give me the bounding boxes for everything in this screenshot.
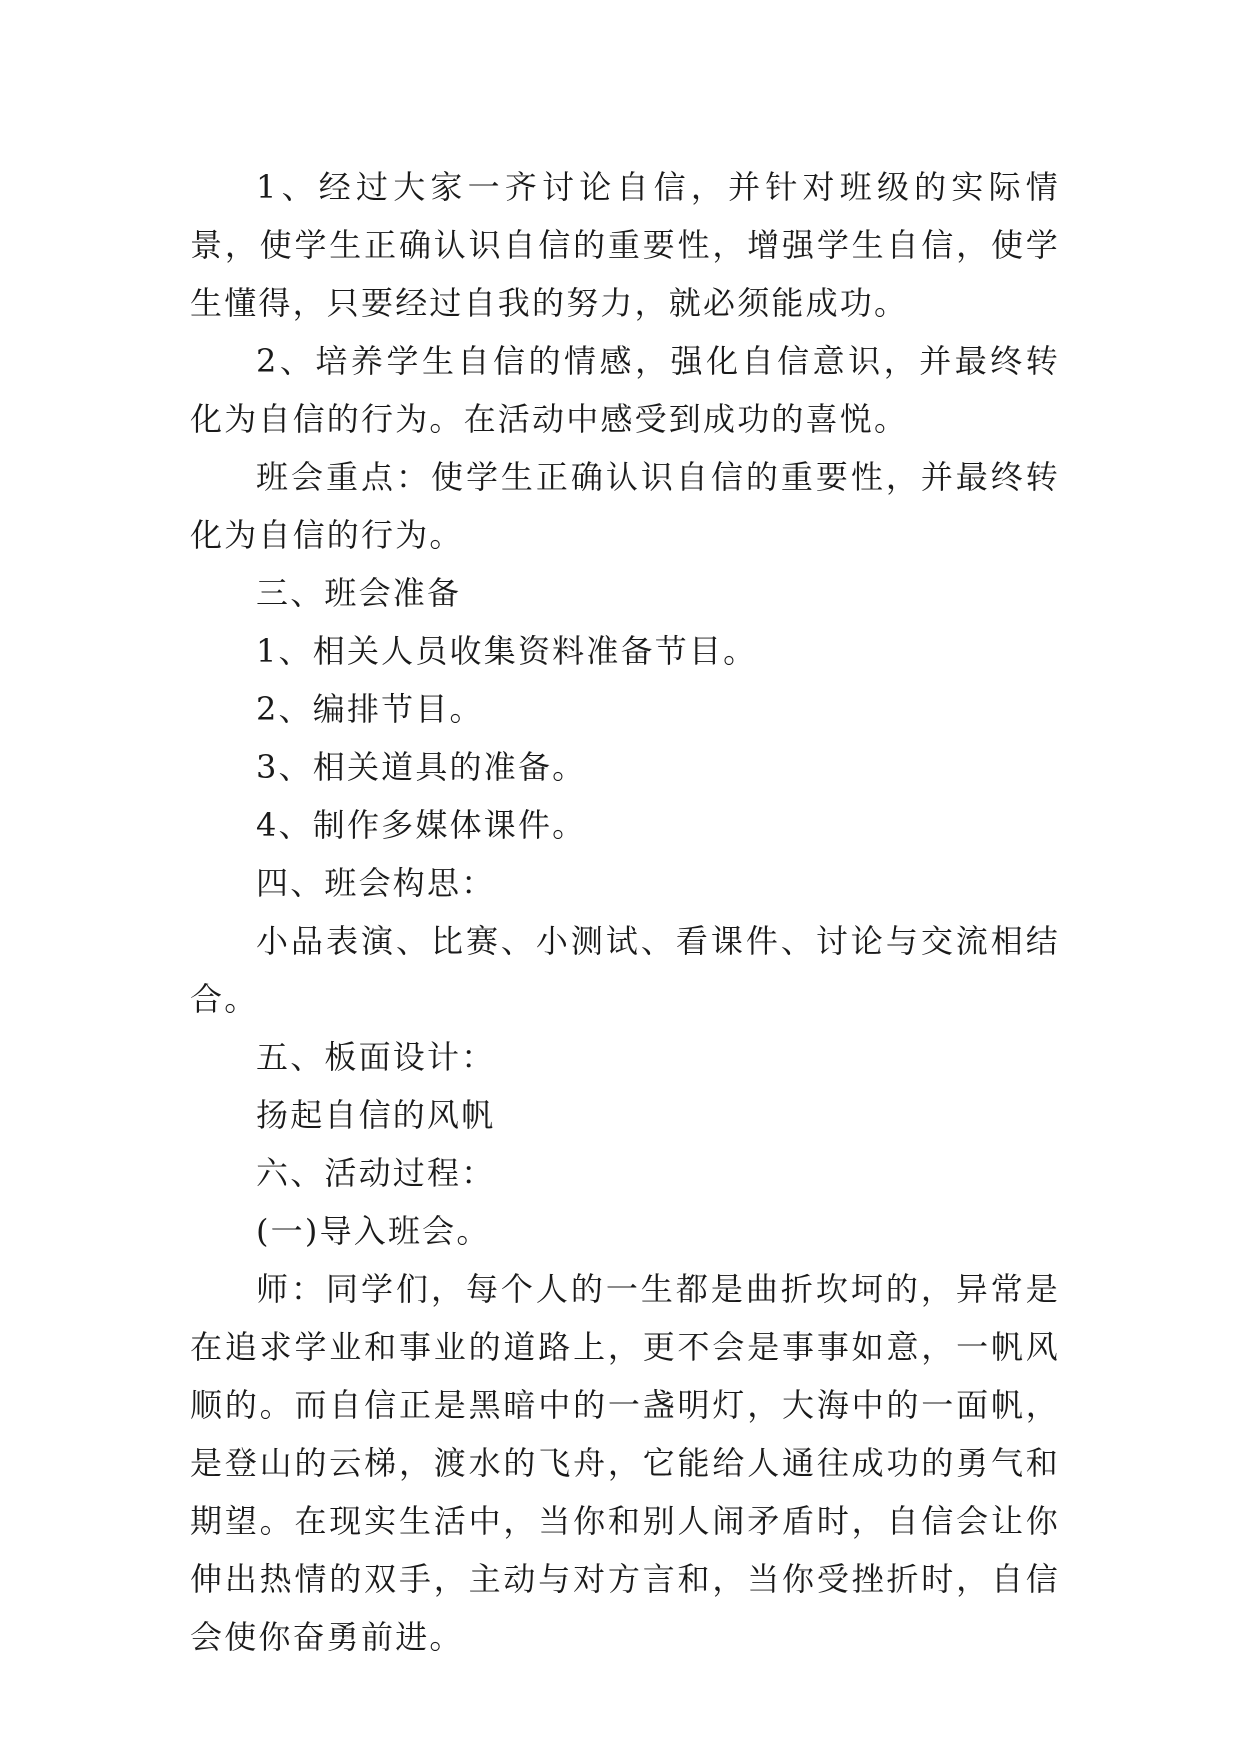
subheading-introduction: (一)导入班会。 [256,1212,491,1250]
list-item-prep-2: 2、编排节目。 [256,690,484,728]
heading-preparation: 三、班会准备 [256,574,462,612]
list-item-prep-1: 1、相关人员收集资料准备节目。 [256,632,758,670]
paragraph-teacher-speech: 师：同学们，每个人的一生都是曲折坎坷的，异常是在追求学业和事业的道路上，更不会是事事如意，一帆风顺的。而自信正是黑暗中的一盏明灯，大海中的一面帆，是登山的云梯，渡水的飞舟，它能给人通往成功的勇气和期望。在现实生活中，当你和别人闹矛盾时，自信会让你伸出热情的双手，主动与对方言和，当你受挫折时，自信会使你奋勇前进。 [190,1270,1060,1656]
heading-concept: 四、班会构思： [256,864,496,902]
paragraph-goal-1: 1、经过大家一齐讨论自信，并针对班级的实际情景，使学生正确认识自信的重要性，增强学生自信，使学生懂得，只要经过自我的努力，就必须能成功。 [190,168,1060,322]
heading-board-design: 五、板面设计： [256,1038,496,1076]
document-body [190,158,1060,1666]
list-item-prep-3: 3、相关道具的准备。 [256,748,587,786]
list-item-prep-4: 4、制作多媒体课件。 [256,806,587,844]
paragraph-board-design: 扬起自信的风帆 [256,1096,496,1134]
paragraph-concept: 小品表演、比赛、小测试、看课件、讨论与交流相结合。 [190,922,1060,1018]
paragraph-goal-2: 2、培养学生自信的情感，强化自信意识，并最终转化为自信的行为。在活动中感受到成功的喜悦。 [190,342,1060,438]
heading-activity-process: 六、活动过程： [256,1154,496,1192]
paragraph-key-point: 班会重点：使学生正确认识自信的重要性，并最终转化为自信的行为。 [190,458,1060,554]
